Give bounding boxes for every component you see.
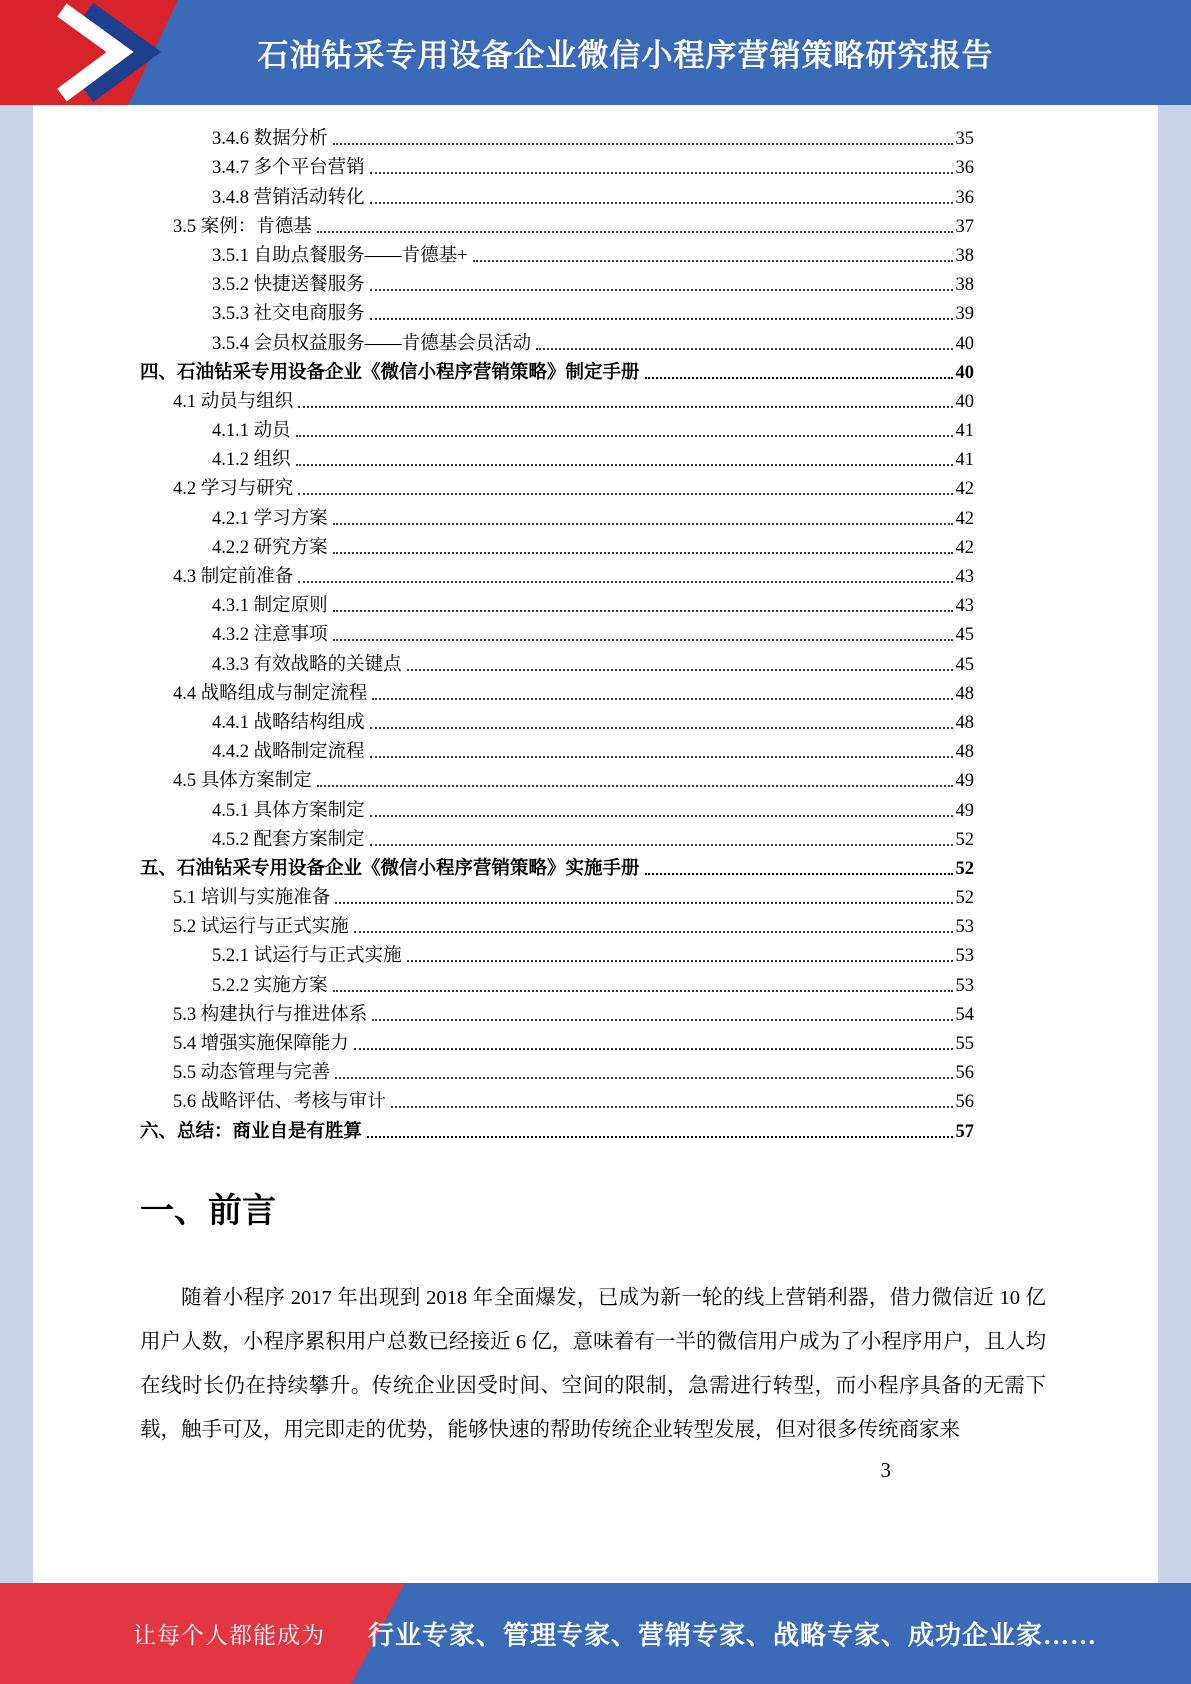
toc-entry-label: 五、石油钻采专用设备企业《微信小程序营销策略》实施手册 [140,858,640,879]
toc-entry-label: 4.4.1 战略结构组成 [212,712,365,733]
toc-entry[interactable] [140,909,1046,938]
toc-dot-leader [317,785,953,787]
toc-entry[interactable] [140,588,1046,617]
toc-page-number: 48 [955,742,974,763]
toc-entry[interactable] [140,822,1046,851]
toc-dot-leader [370,202,953,204]
toc-dot-leader [370,844,953,846]
toc-entry-label: 3.4.8 营销活动转化 [212,187,365,208]
toc-entry-label: 四、石油钻采专用设备企业《微信小程序营销策略》制定手册 [140,362,640,383]
toc-page-number: 53 [955,975,974,996]
toc-entry[interactable] [140,997,1046,1026]
toc-entry[interactable] [140,1084,1046,1113]
toc-entry[interactable] [140,851,1046,880]
toc-entry-label: 4.5 具体方案制定 [173,771,312,792]
toc-dot-leader [473,260,953,262]
toc-page-number: 43 [955,596,974,617]
toc-entry[interactable] [140,471,1046,500]
toc-entry-label: 4.2.1 学习方案 [212,508,328,529]
toc-page-number: 40 [955,333,974,354]
toc-page-number: 48 [955,712,974,733]
toc-page-number: 48 [955,683,974,704]
toc-dot-leader [335,1077,952,1079]
toc-dot-leader [391,1106,953,1108]
section-heading: 一、前言 [140,1191,276,1230]
toc-dot-leader [317,231,953,233]
toc-list [140,121,1046,1143]
toc-entry-label: 5.2.1 试运行与正式实施 [212,946,402,967]
toc-page-number: 43 [955,567,974,587]
toc-entry[interactable] [140,296,1046,325]
toc-dot-leader [372,1019,952,1021]
toc-entry-label: 4.3 制定前准备 [173,567,294,587]
toc-page-number: 36 [955,158,974,179]
toc-entry-label: 4.4.2 战略制定流程 [212,742,365,763]
toc-dot-leader [298,581,952,583]
toc-entry-label: 4.1.2 组织 [212,450,291,471]
header-banner [0,0,1191,105]
toc-dot-leader [407,960,953,962]
toc-dot-leader [370,318,953,320]
toc-entry[interactable] [140,267,1046,296]
toc-page-number: 40 [955,362,974,383]
toc-page-number: 41 [955,421,974,442]
toc-dot-leader [333,990,953,992]
toc-dot-leader [333,143,953,145]
toc-dot-leader [333,552,953,554]
toc-page-number: 38 [955,245,974,266]
toc-dot-leader [354,1048,953,1050]
toc-dot-leader [335,902,952,904]
toc-page-number: 39 [955,304,974,325]
toc-entry-label: 3.5.1 自助点餐服务——肯德基+ [212,245,468,266]
toc-entry[interactable] [140,500,1046,529]
toc-entry[interactable] [140,1055,1046,1084]
toc-entry-label: 4.1 动员与组织 [173,391,294,412]
toc-entry[interactable] [140,938,1046,967]
toc-entry[interactable] [140,150,1046,179]
toc-page-number: 54 [955,1004,974,1025]
toc-page-number: 56 [955,1063,974,1084]
toc-dot-leader [370,727,953,729]
toc-entry-label: 5.5 动态管理与完善 [173,1063,331,1084]
toc-dot-leader [296,464,953,466]
toc-entry-label: 4.5.1 具体方案制定 [212,800,365,821]
report-title: 石油钻采专用设备企业微信小程序营销策略研究报告 [257,38,994,73]
footer-right-text: 行业专家、管理专家、营销专家、战略专家、成功企业家…… [368,1621,1098,1650]
toc-entry-label: 3.4.6 数据分析 [212,129,328,150]
toc-entry-label: 4.2.2 研究方案 [212,537,328,558]
toc-entry[interactable] [140,384,1046,413]
toc-page-number: 53 [955,946,974,967]
toc-page-number: 37 [955,216,974,237]
toc-page-number: 40 [955,391,974,412]
toc-entry[interactable] [140,530,1046,559]
toc-entry[interactable] [140,325,1046,354]
toc-entry[interactable] [140,179,1046,208]
toc-entry-label: 3.5.3 社交电商服务 [212,304,365,325]
toc-page-number: 45 [955,654,974,675]
toc-entry-label: 3.5.4 会员权益服务——肯德基会员活动 [212,333,532,354]
toc-dot-leader [370,815,953,817]
toc-entry[interactable] [140,442,1046,471]
toc-entry-label: 3.4.7 多个平台营销 [212,158,365,179]
toc-page-number: 42 [955,537,974,558]
toc-entry-label: 5.6 战略评估、考核与审计 [173,1092,386,1113]
intro-paragraph: 随着小程序 2017 年出现到 2018 年全面爆发，已成为新一轮的线上营销利器，借力微信近 10 亿用户人数，小程序累积用户总数已经接近 6 亿，意味着有一半的微信用户成为了小程序用户，且人均在线时长仍在持续攀升。传统企业因受时间、空间的限制，急需进行转型，而小程序具备的无需下载，触手可及，用完即走的优势，能够快速的帮助传统企业转型发展，但对很多传统商家来 [140,1286,1046,1441]
toc-page-number: 42 [955,479,974,500]
toc-dot-leader [354,931,953,933]
toc-entry-label: 4.1.1 动员 [212,421,291,442]
toc-page-number: 52 [955,829,974,850]
toc-entry[interactable] [140,763,1046,792]
toc-entry-label: 六、总结：商业自是有胜算 [140,1121,363,1142]
toc-entry[interactable] [140,121,1046,150]
toc-page-number: 56 [955,1092,974,1113]
toc-entry-label: 4.2 学习与研究 [173,479,294,500]
toc-entry-label: 5.3 构建执行与推进体系 [173,1004,368,1025]
toc-entry[interactable] [140,617,1046,646]
toc-dot-leader [645,377,953,379]
toc-page-number: 35 [955,129,974,150]
toc-entry[interactable] [140,355,1046,384]
toc-page-number: 52 [955,858,974,879]
toc-entry[interactable] [140,646,1046,675]
toc-dot-leader [370,289,953,291]
toc-page-number: 36 [955,187,974,208]
toc-page-number: 55 [955,1034,974,1054]
toc-entry[interactable] [140,209,1046,238]
toc-page-number: 45 [955,625,974,646]
toc-dot-leader [298,493,952,495]
toc-entry[interactable] [140,413,1046,442]
toc-entry[interactable] [140,1026,1046,1055]
toc-page-number: 52 [955,888,974,909]
toc-dot-leader [536,348,952,350]
toc-entry-label: 3.5 案例：肯德基 [173,216,312,237]
toc-dot-leader [333,523,953,525]
toc-entry[interactable] [140,734,1046,763]
page-number: 3 [880,1457,891,1482]
footer-left-text: 让每个人都能成为 [133,1622,325,1648]
toc-entry[interactable] [140,238,1046,267]
toc-dot-leader [370,172,953,174]
toc-entry-label: 4.3.2 注意事项 [212,625,328,646]
toc-entry[interactable] [140,1113,1046,1142]
toc-page-number: 42 [955,508,974,529]
toc-entry-label: 4.5.2 配套方案制定 [212,829,365,850]
toc-dot-leader [367,1136,952,1138]
toc-entry[interactable] [140,792,1046,821]
toc-dot-leader [407,669,953,671]
toc-page-number: 53 [955,917,974,938]
toc-page-number: 49 [955,771,974,792]
toc-entry[interactable] [140,705,1046,734]
toc-dot-leader [645,873,953,875]
toc-entry[interactable] [140,676,1046,705]
toc-page-number: 57 [955,1121,974,1142]
page-body [33,105,1158,1583]
chevron-right-icon [0,0,190,105]
toc-entry-label: 5.2.2 实施方案 [212,975,328,996]
footer-banner [0,1583,1191,1684]
toc-entry-label: 4.3.1 制定原则 [212,596,328,617]
toc-dot-leader [333,639,953,641]
toc-entry[interactable] [140,967,1046,996]
toc-dot-leader [296,435,953,437]
toc-dot-leader [370,756,953,758]
toc-entry[interactable] [140,880,1046,909]
toc-entry-label: 3.5.2 快捷送餐服务 [212,275,365,296]
toc-dot-leader [372,698,952,700]
toc-entry[interactable] [140,559,1046,588]
toc-page-number: 41 [955,450,974,471]
toc-page-number: 49 [955,800,974,821]
toc-entry-label: 4.3.3 有效战略的关键点 [212,654,402,675]
toc-page-number: 38 [955,275,974,296]
toc-entry-label: 4.4 战略组成与制定流程 [173,683,368,704]
toc-dot-leader [298,406,952,408]
toc-dot-leader [333,610,953,612]
toc-entry-label: 5.4 增强实施保障能力 [173,1034,349,1054]
toc-entry-label: 5.1 培训与实施准备 [173,888,331,909]
toc-entry-label: 5.2 试运行与正式实施 [173,917,349,938]
